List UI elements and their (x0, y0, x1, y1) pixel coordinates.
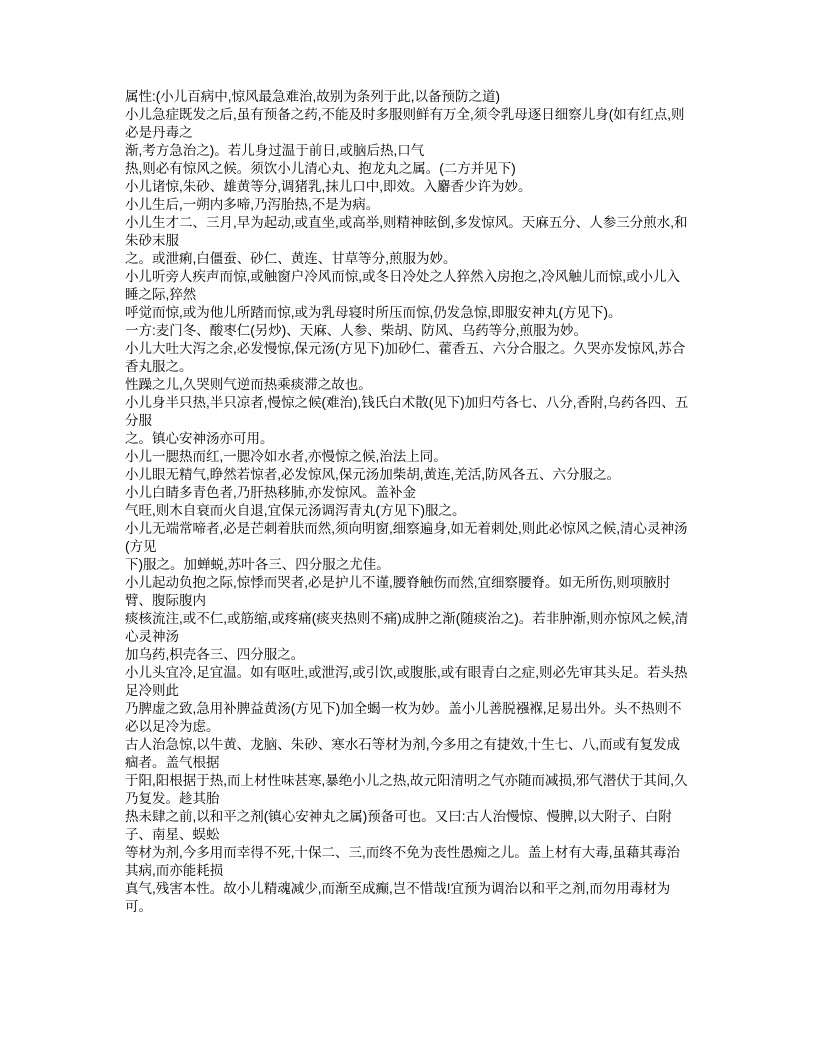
paragraph: 性躁之儿,久哭则气逆而热乘痰滞之故也。 (125, 377, 372, 392)
paragraph: 小儿听旁人疾声而惊,或触窗户冷风而惊,或冬日冷处之人猝然入房抱之,冷风触儿而惊,或小儿入睡之际,猝然 (125, 269, 681, 302)
paragraph: 气旺,则木自衰而火自退,宜保元汤调泻青丸(方见下)服之。 (125, 503, 466, 518)
paragraph: 加乌药,枳壳各三、四分服之。 (125, 647, 305, 662)
paragraph: 小儿急症既发之后,虽有预备之药,不能及时多服则鲜有万全,须令乳母逐日细察儿身(如有红点,则必是丹毒之 (125, 107, 685, 140)
paragraph: 乃脾虚之致,急用补脾益黄汤(方见下)加全蝎一枚为妙。盖小儿善脱襁褓,足易出外。头不热则不必以足冷为虑。 (125, 701, 682, 734)
paragraph: 一方:麦门冬、酸枣仁(另炒)、天麻、人参、柴胡、防风、乌药等分,煎服为妙。 (125, 323, 587, 338)
paragraph: 下)服之。加蝉蜕,苏叶各三、四分服之尤佳。 (125, 557, 390, 572)
paragraph: 小儿大吐大泻之余,必发慢惊,保元汤(方见下)加砂仁、藿香五、六分合服之。久哭亦发惊风,苏合香丸服之。 (125, 341, 686, 374)
paragraph: 小儿眼无精气,睁然若惊者,必发惊风,保元汤加柴胡,黄连,羌活,防风各五、六分服之。 (125, 467, 621, 482)
paragraph: 呼觉而惊,或为他儿所踏而惊,或为乳母寝时所压而惊,仍发急惊,即服安神丸(方见下)。 (125, 305, 622, 320)
paragraph: 热,则必有惊风之候。须饮小儿清心丸、抱龙丸之属。(二方并见下) (125, 161, 516, 176)
paragraph: 于阳,阳根据于热,而上材性味甚寒,暴绝小儿之热,故元阳清明之气亦随而减损,邪气潜伏于其间,久乃复发。趁其胎 (125, 773, 688, 806)
paragraph: 之。镇心安神汤亦可用。 (125, 431, 274, 446)
paragraph: 真气,残害本性。故小儿精魂减少,而渐至成癫,岂不惜哉!宜预为调治以和平之剂,而勿用毒材为可。 (125, 881, 671, 914)
paragraph: 小儿无端常啼者,必是芒刺着肤而然,须向明窗,细察遍身,如无着刺处,则此必惊风之候,清心灵神汤(方见 (125, 521, 688, 554)
paragraph: 小儿生才二、三月,早为起动,或直坐,或高举,则精神眩倒,多发惊风。天麻五分、人参三分煎水,和朱砂末服 (125, 215, 688, 248)
paragraph: 小儿身半只热,半只凉者,慢惊之候(难治),钱氏白术散(见下)加归芍各七、八分,香附,乌药各四、五分服 (125, 395, 689, 428)
paragraph: 渐,考方急治之)。若儿身过温于前日,或脑后热,口气 (125, 143, 425, 158)
paragraph: 等材为剂,今多用而幸得不死,十保二、三,而终不免为丧性愚痴之儿。盖上材有大毒,虽藉其毒治其病,而亦能耗损 (125, 845, 681, 878)
paragraph: 属性:(小儿百病中,惊风最急难治,故别为条列于此,以备预防之道) (125, 89, 500, 104)
paragraph: 小儿一腮热而红,一腮冷如水者,亦慢惊之候,治法上同。 (125, 449, 447, 464)
paragraph: 热未肆之前,以和平之剂(镇心安神丸之属)预备可也。又曰:古人治慢惊、慢脾,以大附子、白附子、南星、蜈蚣 (125, 809, 672, 842)
paragraph: 古人治急惊,以牛黄、龙脑、朱砂、寒水石等材为剂,今多用之有捷效,十生七、八,而或有复发成痼者。盖气根据 (125, 737, 681, 770)
paragraph: 之。或泄痢,白僵蚕、砂仁、黄连、甘草等分,煎服为妙。 (125, 251, 457, 266)
paragraph: 小儿起动负抱之际,惊悸而哭者,必是护儿不谨,腰脊触伤而然,宜细察腰脊。如无所伤,则项腋肘臂、腹际腹内 (125, 575, 671, 608)
document-text-block (125, 88, 691, 916)
paragraph: 小儿白睛多青色者,乃肝热移肺,亦发惊风。盖补金 (125, 485, 417, 500)
paragraph: 小儿生后,一朔内多啼,乃泻胎热,不是为病。 (125, 197, 380, 212)
paragraph: 痰核流注,或不仁,或筋缩,或疼痛(痰夹热则不痛)成肿之渐(随痰治之)。若非肿渐,则亦惊风之候,清心灵神汤 (125, 611, 689, 644)
paragraph: 小儿头宜冷,足宜温。如有呕吐,或泄泻,或引饮,或腹胀,或有眼青白之症,则必先审其头足。若头热足冷则此 (125, 665, 688, 698)
paragraph: 小儿诸惊,朱砂、雄黄等分,调猪乳,抹儿口中,即效。入麝香少许为妙。 (125, 179, 532, 194)
